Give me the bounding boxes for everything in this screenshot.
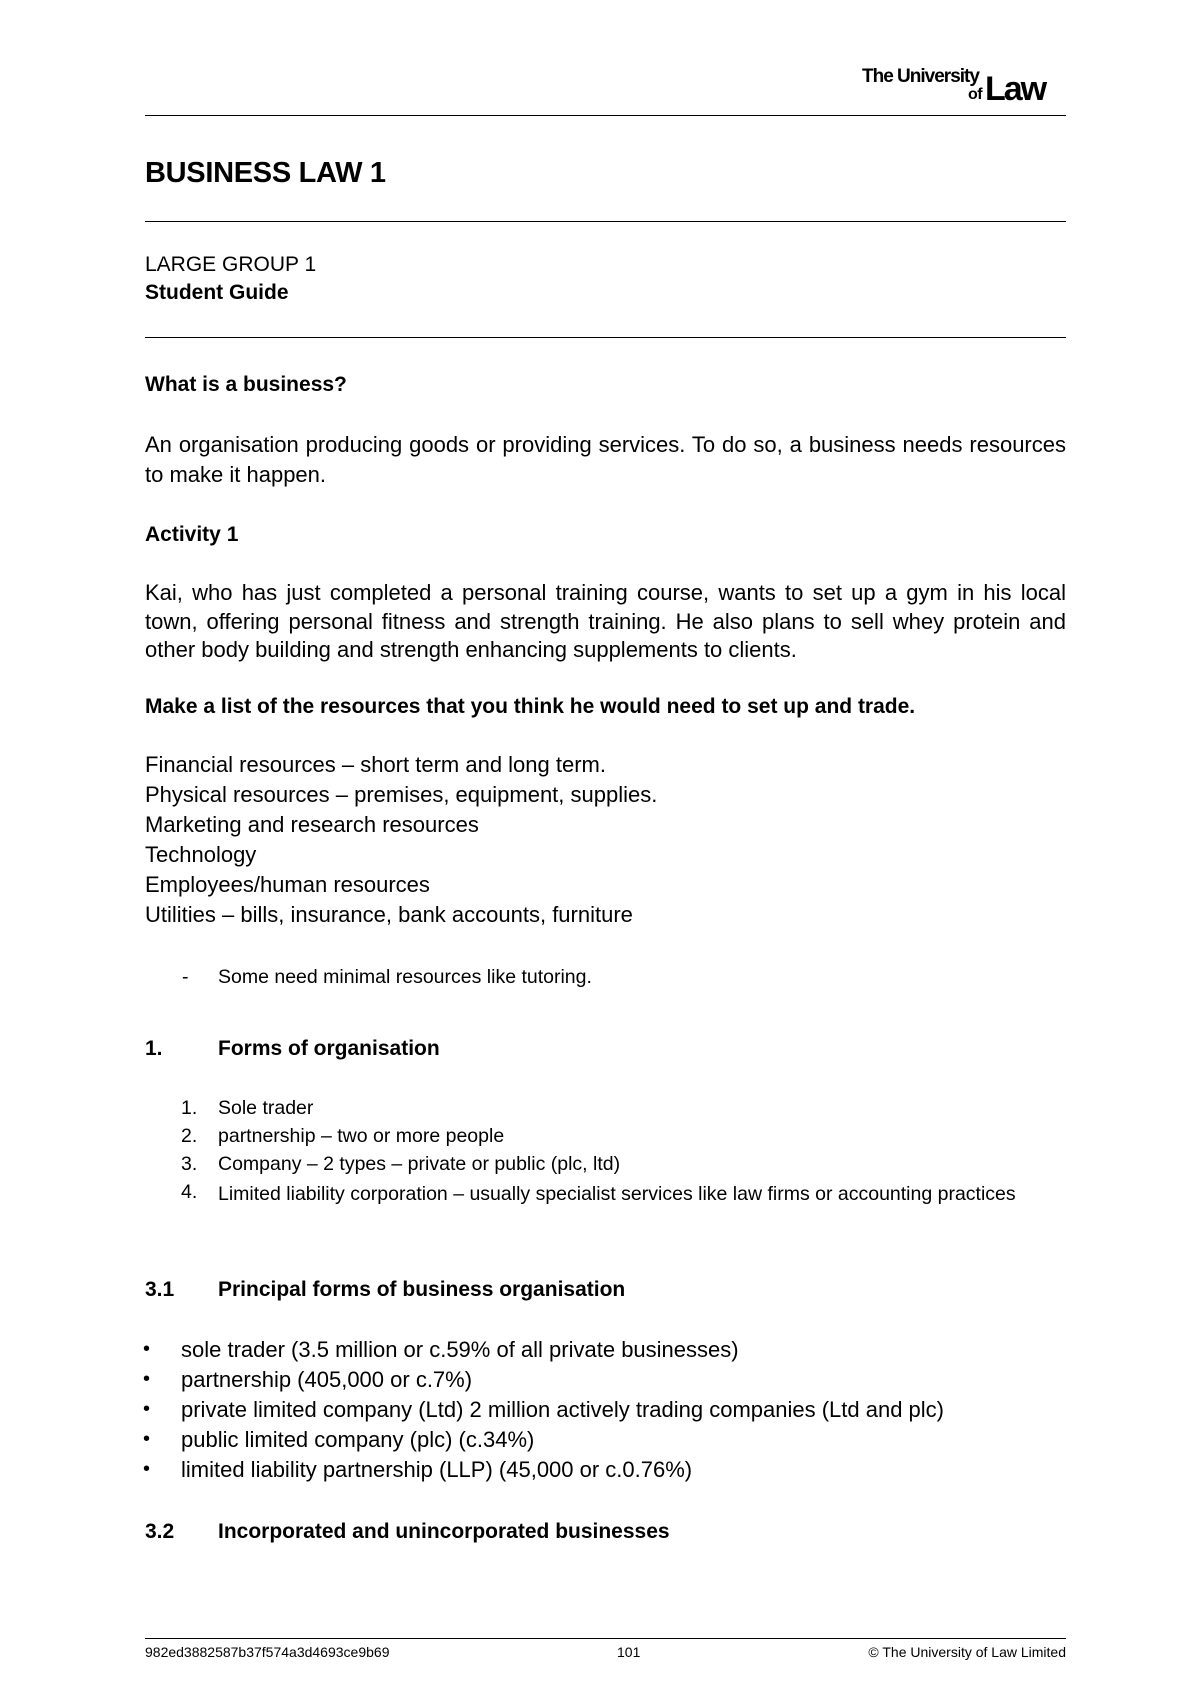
dash-note: Some need minimal resources like tutoring. [218,966,592,988]
subtitle-large-group: LARGE GROUP 1 [145,253,317,276]
list-item: Sole trader [218,1097,314,1119]
list-number: 1. [181,1097,198,1119]
subtitle-divider [145,337,1066,338]
bullet-icon: • [143,1428,151,1450]
list-item: Company – 2 types – private or public (plc, ltd) [218,1153,621,1175]
footer-doc-id: 982ed3882587b37f574a3d4693ce9b69 [145,1644,390,1660]
university-logo [858,64,1070,108]
footer-divider [145,1638,1066,1639]
section-number-incorporated: 3.2 [145,1520,175,1543]
logo-text-law: Law [985,70,1046,108]
bullet-item: public limited company (plc) (c.34%) [181,1427,535,1452]
logo-text-of: of [968,86,983,103]
heading-activity-1: Activity 1 [145,523,239,546]
list-item: partnership – two or more people [218,1125,505,1147]
heading-forms-of-organisation: Forms of organisation [218,1037,440,1060]
page-title: BUSINESS LAW 1 [145,157,386,189]
title-divider [145,221,1066,222]
list-item: Limited liability corporation – usually specialist services like law firms or accounting practices [218,1183,1016,1205]
list-number: 4. [181,1181,198,1203]
paragraph-activity-1: Kai, who has just completed a personal training course, wants to set up a gym in his local town, offering personal fitness and strength training. He also plans to sell whey protein and other body building and strength enhancing supplements to clients. [145,580,1066,662]
heading-principal-forms: Principal forms of business organisation [218,1278,626,1301]
resource-item: Financial resources – short term and long term. [145,752,606,777]
dash-marker: - [182,966,189,988]
section-number-principal: 3.1 [145,1278,175,1301]
paragraph-what-is-business: An organisation producing goods or providing services. To do so, a business needs resources to make it happen. [145,432,1066,487]
list-number: 3. [181,1153,198,1175]
bullet-icon: • [143,1368,151,1390]
resource-item: Physical resources – premises, equipment, supplies. [145,782,658,807]
header-divider [145,115,1066,116]
heading-incorporated: Incorporated and unincorporated businesses [218,1520,670,1543]
bullet-item: sole trader (3.5 million or c.59% of all private businesses) [181,1337,739,1362]
activity-task: Make a list of the resources that you think he would need to set up and trade. [145,695,916,718]
bullet-icon: • [143,1458,151,1480]
resource-item: Marketing and research resources [145,812,479,837]
bullet-item: private limited company (Ltd) 2 million actively trading companies (Ltd and plc) [181,1397,945,1422]
bullet-item: limited liability partnership (LLP) (45,000 or c.0.76%) [181,1457,693,1482]
resource-item: Employees/human resources [145,872,430,897]
logo-text-university: The University [862,66,979,87]
footer-page-number: 101 [617,1644,641,1660]
section-number-forms: 1. [145,1037,163,1060]
resource-item: Utilities – bills, insurance, bank accounts, furniture [145,902,633,927]
heading-what-is-business: What is a business? [145,373,347,396]
footer-copyright: © The University of Law Limited [868,1644,1066,1660]
list-number: 2. [181,1125,198,1147]
resource-item: Technology [145,842,257,867]
bullet-icon: • [143,1398,151,1420]
bullet-icon: • [143,1338,151,1360]
subtitle-student-guide: Student Guide [145,281,289,304]
bullet-item: partnership (405,000 or c.7%) [181,1367,473,1392]
